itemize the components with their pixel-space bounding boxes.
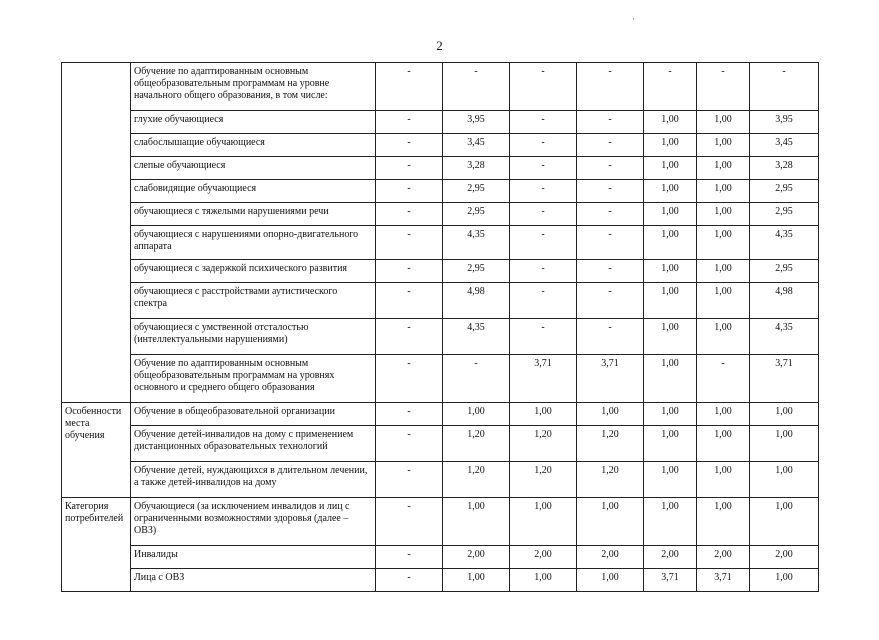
value-cell: - (376, 111, 443, 134)
value-cell: - (376, 355, 443, 403)
value-cell: - (510, 319, 577, 355)
table-row (62, 260, 819, 283)
value-cell: - (443, 63, 510, 111)
value-cell: - (510, 283, 577, 319)
value-cell: 1,00 (697, 180, 750, 203)
value-cell: 1,20 (577, 462, 644, 498)
value-cell: 3,71 (697, 569, 750, 592)
value-cell: 1,00 (697, 498, 750, 546)
value-cell: 1,00 (644, 283, 697, 319)
row-label-cell: слабовидящие обучающиеся (131, 180, 376, 203)
value-cell: - (510, 226, 577, 260)
value-cell: 1,00 (697, 403, 750, 426)
value-cell: - (577, 260, 644, 283)
value-cell: 2,95 (750, 180, 819, 203)
value-cell: 1,00 (644, 203, 697, 226)
value-cell: 2,00 (644, 546, 697, 569)
value-cell: 1,00 (644, 157, 697, 180)
value-cell: - (577, 180, 644, 203)
table-row (62, 319, 819, 355)
table-row (62, 283, 819, 319)
table-row (62, 111, 819, 134)
table-row (62, 63, 819, 111)
row-label-cell: Обучающиеся (за исключением инвалидов и лиц с ограниченными возможностями здоровья (далее – ОВЗ) (131, 498, 376, 546)
value-cell: 1,00 (697, 203, 750, 226)
value-cell: - (376, 260, 443, 283)
row-label-cell: Обучение по адаптированным основным общеобразовательным программам на уровне начального общего образования, в том числе: (131, 63, 376, 111)
value-cell: 1,00 (577, 569, 644, 592)
row-label-cell: слабослышащие обучающиеся (131, 134, 376, 157)
table-row (62, 355, 819, 403)
value-cell: 1,00 (644, 355, 697, 403)
row-label-cell: Обучение по адаптированным основным общеобразовательным программам на уровнях основного и среднего общего образования (131, 355, 376, 403)
value-cell: 2,95 (443, 260, 510, 283)
value-cell: 1,00 (697, 283, 750, 319)
row-label-cell: Обучение детей-инвалидов на дому с применением дистанционных образовательных технологий (131, 426, 376, 462)
value-cell: - (697, 63, 750, 111)
value-cell: - (510, 157, 577, 180)
value-cell: - (376, 63, 443, 111)
value-cell: 3,45 (443, 134, 510, 157)
value-cell: - (510, 111, 577, 134)
value-cell: 1,00 (577, 498, 644, 546)
value-cell: - (376, 203, 443, 226)
value-cell: 2,95 (750, 203, 819, 226)
value-cell: 3,28 (443, 157, 510, 180)
value-cell: 1,00 (697, 319, 750, 355)
value-cell: 2,00 (510, 546, 577, 569)
row-label-cell: Инвалиды (131, 546, 376, 569)
value-cell: - (577, 157, 644, 180)
table-row (62, 403, 819, 426)
value-cell: 3,71 (510, 355, 577, 403)
value-cell: 1,20 (577, 426, 644, 462)
value-cell: - (577, 283, 644, 319)
table-row (62, 180, 819, 203)
coefficients-table (61, 62, 819, 592)
value-cell: - (376, 498, 443, 546)
value-cell: 1,00 (697, 157, 750, 180)
value-cell: 1,20 (443, 462, 510, 498)
value-cell: - (577, 134, 644, 157)
row-label-cell: слепые обучающиеся (131, 157, 376, 180)
value-cell: - (376, 157, 443, 180)
value-cell: - (443, 355, 510, 403)
value-cell: 4,35 (443, 319, 510, 355)
value-cell: - (376, 226, 443, 260)
value-cell: 3,71 (750, 355, 819, 403)
value-cell: 1,00 (644, 498, 697, 546)
category-cell (62, 63, 131, 403)
value-cell: - (510, 180, 577, 203)
value-cell: 4,35 (443, 226, 510, 260)
table-row (62, 134, 819, 157)
value-cell: 2,00 (750, 546, 819, 569)
value-cell: 1,00 (750, 403, 819, 426)
row-label-cell: обучающиеся с тяжелыми нарушениями речи (131, 203, 376, 226)
value-cell: 3,71 (577, 355, 644, 403)
value-cell: 1,00 (443, 569, 510, 592)
value-cell: 1,00 (750, 569, 819, 592)
value-cell: - (697, 355, 750, 403)
value-cell: - (577, 319, 644, 355)
value-cell: 1,00 (644, 134, 697, 157)
value-cell: 4,35 (750, 319, 819, 355)
category-cell: Особенности места обучения (62, 403, 131, 498)
value-cell: 1,00 (697, 111, 750, 134)
row-label-cell: обучающиеся с расстройствами аутистического спектра (131, 283, 376, 319)
value-cell: 1,00 (644, 111, 697, 134)
value-cell: 2,00 (697, 546, 750, 569)
value-cell: - (510, 260, 577, 283)
value-cell: 2,95 (443, 180, 510, 203)
value-cell: - (577, 203, 644, 226)
row-label-cell: обучающиеся с нарушениями опорно-двигательного аппарата (131, 226, 376, 260)
value-cell: - (376, 403, 443, 426)
value-cell: 1,00 (697, 260, 750, 283)
row-label-cell: Обучение в общеобразовательной организации (131, 403, 376, 426)
row-label-cell: обучающиеся с умственной отсталостью (интеллектуальными нарушениями) (131, 319, 376, 355)
value-cell: 1,00 (644, 260, 697, 283)
table-row (62, 226, 819, 260)
value-cell: 4,98 (443, 283, 510, 319)
table-row (62, 157, 819, 180)
value-cell: - (577, 111, 644, 134)
value-cell: - (376, 283, 443, 319)
value-cell: 3,45 (750, 134, 819, 157)
value-cell: - (376, 134, 443, 157)
value-cell: 1,00 (443, 498, 510, 546)
value-cell: - (577, 226, 644, 260)
value-cell: 4,35 (750, 226, 819, 260)
table-row (62, 546, 819, 569)
category-cell: Категория потребителей (62, 498, 131, 592)
value-cell: 1,00 (697, 426, 750, 462)
value-cell: 1,00 (697, 134, 750, 157)
value-cell: - (510, 134, 577, 157)
table-row (62, 426, 819, 462)
value-cell: 3,95 (443, 111, 510, 134)
value-cell: 1,00 (697, 462, 750, 498)
row-label-cell: Обучение детей, нуждающихся в длительном лечении, а также детей-инвалидов на дому (131, 462, 376, 498)
value-cell: - (376, 180, 443, 203)
value-cell: 1,20 (443, 426, 510, 462)
value-cell: 3,71 (644, 569, 697, 592)
scan-mark: · (632, 14, 635, 24)
value-cell: 1,00 (644, 426, 697, 462)
value-cell: 1,00 (510, 498, 577, 546)
value-cell: 1,20 (510, 426, 577, 462)
value-cell: - (750, 63, 819, 111)
value-cell: - (644, 63, 697, 111)
value-cell: - (376, 319, 443, 355)
value-cell: 1,00 (644, 403, 697, 426)
value-cell: 2,95 (750, 260, 819, 283)
value-cell: 1,00 (750, 462, 819, 498)
value-cell: - (376, 546, 443, 569)
value-cell: - (510, 203, 577, 226)
table-row (62, 569, 819, 592)
row-label-cell: Лица с ОВЗ (131, 569, 376, 592)
value-cell: 1,00 (443, 403, 510, 426)
value-cell: 2,95 (443, 203, 510, 226)
row-label-cell: глухие обучающиеся (131, 111, 376, 134)
value-cell: 3,28 (750, 157, 819, 180)
page-number: 2 (436, 38, 443, 53)
value-cell: 2,00 (443, 546, 510, 569)
value-cell: 2,00 (577, 546, 644, 569)
value-cell: 1,00 (577, 403, 644, 426)
value-cell: 1,00 (644, 226, 697, 260)
value-cell: 1,00 (697, 226, 750, 260)
value-cell: - (376, 569, 443, 592)
value-cell: 1,00 (750, 498, 819, 546)
value-cell: 1,00 (644, 319, 697, 355)
table-row (62, 203, 819, 226)
value-cell: - (510, 63, 577, 111)
table-row (62, 498, 819, 546)
value-cell: 1,20 (510, 462, 577, 498)
value-cell: 1,00 (644, 180, 697, 203)
value-cell: - (577, 63, 644, 111)
value-cell: 1,00 (644, 462, 697, 498)
value-cell: - (376, 426, 443, 462)
value-cell: 3,95 (750, 111, 819, 134)
value-cell: - (376, 462, 443, 498)
value-cell: 1,00 (510, 569, 577, 592)
value-cell: 4,98 (750, 283, 819, 319)
table-row (62, 462, 819, 498)
value-cell: 1,00 (510, 403, 577, 426)
row-label-cell: обучающиеся с задержкой психического развития (131, 260, 376, 283)
value-cell: 1,00 (750, 426, 819, 462)
